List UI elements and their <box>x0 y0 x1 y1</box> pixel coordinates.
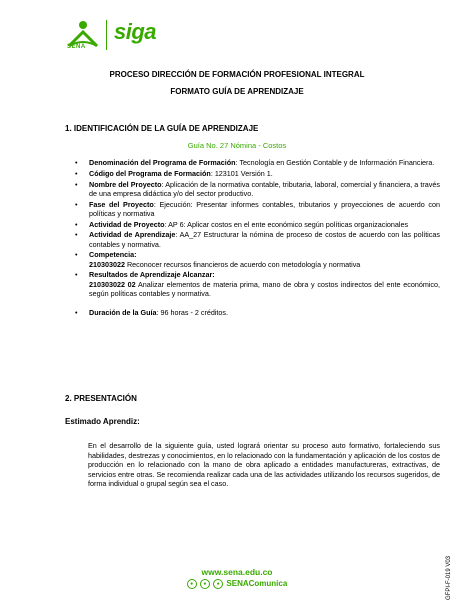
bullet-icon: • <box>75 158 78 167</box>
footer-social-handle: SENAComunica <box>226 579 288 589</box>
list-item <box>75 270 440 298</box>
item-text: 123101 Versión 1. <box>214 168 273 178</box>
social-icon: ● <box>200 579 210 589</box>
list-item <box>75 308 440 317</box>
item-label: Duración de la Guía <box>89 308 157 317</box>
bullet-icon: • <box>75 179 78 189</box>
result-code: 210303022 02 <box>89 279 136 289</box>
item-separator: : <box>175 230 180 240</box>
sena-wordmark: SENA <box>67 44 86 50</box>
list-item <box>75 220 440 229</box>
item-separator: : <box>235 158 240 167</box>
guia-number: Guía No. 27 Nómina - Costos <box>187 141 287 150</box>
bullet-icon: • <box>75 270 78 280</box>
item-label: Actividad de Proyecto <box>89 219 165 229</box>
item-text: AA_27 Estructurar la nómina de proceso de costos de acuerdo con las políticas contables y normativa. <box>89 230 440 249</box>
logo-divider <box>106 20 107 50</box>
list-item <box>75 250 440 268</box>
item-separator: : <box>153 199 160 209</box>
item-text: 96 horas - 2 créditos. <box>160 308 229 317</box>
item-separator: : <box>156 308 161 317</box>
item-label: Código del Programa de Formación <box>89 168 211 178</box>
item-separator: : <box>210 168 215 178</box>
bullet-icon: • <box>75 219 78 229</box>
item-text: Tecnología en Gestión Contable y de Información Financiera. <box>239 158 435 167</box>
list-item <box>75 180 440 198</box>
list-item <box>75 158 440 167</box>
process-title: PROCESO DIRECCIÓN DE FORMACIÓN PROFESIONAL INTEGRAL <box>109 70 365 79</box>
item-text: AP 6: Aplicar costos en el ente económico según políticas organizacionales <box>168 219 409 229</box>
format-title: FORMATO GUÍA DE APRENDIZAJE <box>170 87 304 96</box>
footer-social <box>0 579 474 589</box>
social-icon: ● <box>213 579 223 589</box>
item-label: Actividad de Aprendizaje <box>89 230 176 240</box>
item-separator: : <box>161 179 166 189</box>
item-label: Competencia <box>89 250 135 260</box>
siga-logo: siga <box>114 19 157 44</box>
competency-text: Reconocer recursos financieros de acuerdo con metodología y normativa <box>124 259 361 269</box>
item-separator: : <box>212 270 215 280</box>
bullet-icon: • <box>75 230 78 240</box>
sena-logo-icon <box>63 16 103 56</box>
item-separator: : <box>164 219 169 229</box>
item-label: Denominación del Programa de Formación <box>89 158 236 167</box>
identification-list <box>75 158 440 319</box>
bullet-icon: • <box>75 308 78 317</box>
presentation-paragraph: En el desarrollo de la siguiente guía, usted logrará orientar su proceso auto formativo, fortaleciendo sus habilidades, destrezas y conocimientos, en lo relacionado con la fundamentación y aplicación de los costos de producción en lo relacionado con la mano de obra aplicado a entidades manufactureras, extractivas, de servicios entre otras. Se recomienda realizar cada una de las actividades utilizando los recursos sugeridos, de forma individual o grupal según sea el caso. <box>88 441 440 489</box>
item-label: Resultados de Aprendizaje Alcanzar <box>89 270 213 280</box>
item-label: Fase del Proyecto <box>89 199 154 209</box>
list-item <box>75 230 440 248</box>
section1-heading: 1. IDENTIFICACIÓN DE LA GUÍA DE APRENDIZAJE <box>65 124 259 133</box>
bullet-icon: • <box>75 168 78 178</box>
list-item <box>75 169 440 178</box>
list-item <box>75 200 440 218</box>
item-separator: : <box>134 250 137 260</box>
competency-code: 210303022 <box>89 259 125 269</box>
item-text: Ejecución: Presentar informes contables, tributarios y proyecciones de acuerdo con políticas y normativa <box>89 199 440 218</box>
document-code: GFPI-F-019 V03 <box>446 555 452 600</box>
greeting: Estimado Aprendiz: <box>65 417 140 426</box>
item-text: Aplicación de la normativa contable, tributaria, laboral, comercial y financiera, a través de una empresa didáctica y/o del sector productivo. <box>89 179 440 198</box>
social-icon: ● <box>187 579 197 589</box>
bullet-icon: • <box>75 250 78 260</box>
item-label: Nombre del Proyecto <box>89 179 162 189</box>
result-text: Analizar elementos de materia prima, mano de obra y costos indirectos del ente económico, según políticas contables y normativa. <box>89 279 441 298</box>
section2-heading: 2. PRESENTACIÓN <box>65 394 137 403</box>
bullet-icon: • <box>75 199 78 209</box>
footer-url: www.sena.edu.co <box>201 567 273 577</box>
